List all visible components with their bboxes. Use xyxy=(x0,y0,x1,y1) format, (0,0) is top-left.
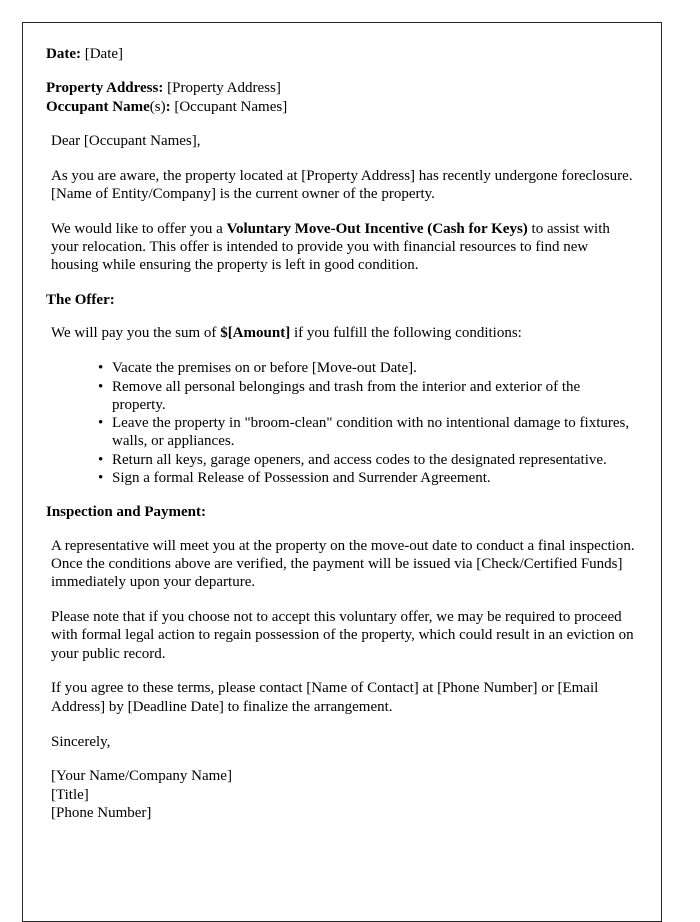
paragraph-notice: Please note that if you choose not to accept this voluntary offer, we may be required to proceed with formal legal action to regain possession of the property, which could result in an eviction on your public record. xyxy=(51,609,634,662)
list-item: • Sign a formal Release of Possession and Surrender Agreement. xyxy=(46,469,635,487)
letter-document xyxy=(22,22,662,922)
conditions-list xyxy=(46,359,635,487)
property-address-line xyxy=(46,79,635,97)
date-label: Date: xyxy=(46,46,81,62)
paragraph-inspection: A representative will meet you at the property on the move-out date to conduct a final inspection. Once the conditions above are verified, the payment will be issued via [Check/Certified Funds] immediately upon your departure. xyxy=(51,537,635,591)
signature-phone: [Phone Number] xyxy=(51,804,152,821)
signature-block xyxy=(46,767,635,822)
incentive-text-after: to assist with your relocation. This offer is intended to provide you with financial resources to find new housing while ensuring the property is left in good condition. xyxy=(51,220,610,274)
inspection-heading: Inspection and Payment: xyxy=(46,504,207,521)
list-item: • Vacate the premises on or before [Move-out Date]. xyxy=(46,359,635,377)
incentive-text-before: We would like to offer you a xyxy=(51,220,227,237)
incentive-term-bold: Voluntary Move-Out Incentive (Cash for Keys) xyxy=(226,220,528,237)
signature-name: [Your Name/Company Name] xyxy=(51,768,232,785)
occupant-name-value: [Occupant Names] xyxy=(174,98,288,115)
occupant-name-label-colon: : xyxy=(165,98,171,115)
date-line xyxy=(46,45,635,63)
paragraph-intro: As you are aware, the property located at [Property Address] has recently undergone foreclosure. [Name of Entity/Company] is the current owner of the property. xyxy=(51,167,633,202)
occupant-name-line xyxy=(46,98,635,116)
list-item: • Leave the property in "broom-clean" condition with no intentional damage to fixtures, walls, or appliances. xyxy=(46,414,635,451)
signature-title: [Title] xyxy=(51,786,89,803)
offer-amount-line xyxy=(46,324,635,342)
offer-text-before: We will pay you the sum of xyxy=(51,325,221,342)
offer-heading: The Offer: xyxy=(46,292,115,309)
paragraph-contact: If you agree to these terms, please contact [Name of Contact] at [Phone Number] or [Email Address] by [Deadline Date] to finalize the arrangement. xyxy=(51,680,599,715)
list-item: • Remove all personal belongings and trash from the interior and exterior of the property. xyxy=(46,378,635,415)
offer-text-after: if you fulfill the following conditions: xyxy=(290,325,522,342)
paragraph-incentive xyxy=(46,220,635,275)
occupant-name-label: Occupant Name xyxy=(46,98,150,115)
property-address-value: [Property Address] xyxy=(167,80,281,97)
letter-header xyxy=(46,45,635,116)
occupant-name-label-plural: (s) xyxy=(149,98,166,115)
property-address-label: Property Address: xyxy=(46,80,164,97)
list-item: • Return all keys, garage openers, and access codes to the designated representative. xyxy=(46,451,635,469)
salutation: Dear [Occupant Names], xyxy=(51,132,201,149)
date-value: [Date] xyxy=(84,46,124,62)
offer-amount-bold: $[Amount] xyxy=(220,325,291,342)
closing: Sincerely, xyxy=(51,733,111,750)
document-body xyxy=(23,23,661,862)
